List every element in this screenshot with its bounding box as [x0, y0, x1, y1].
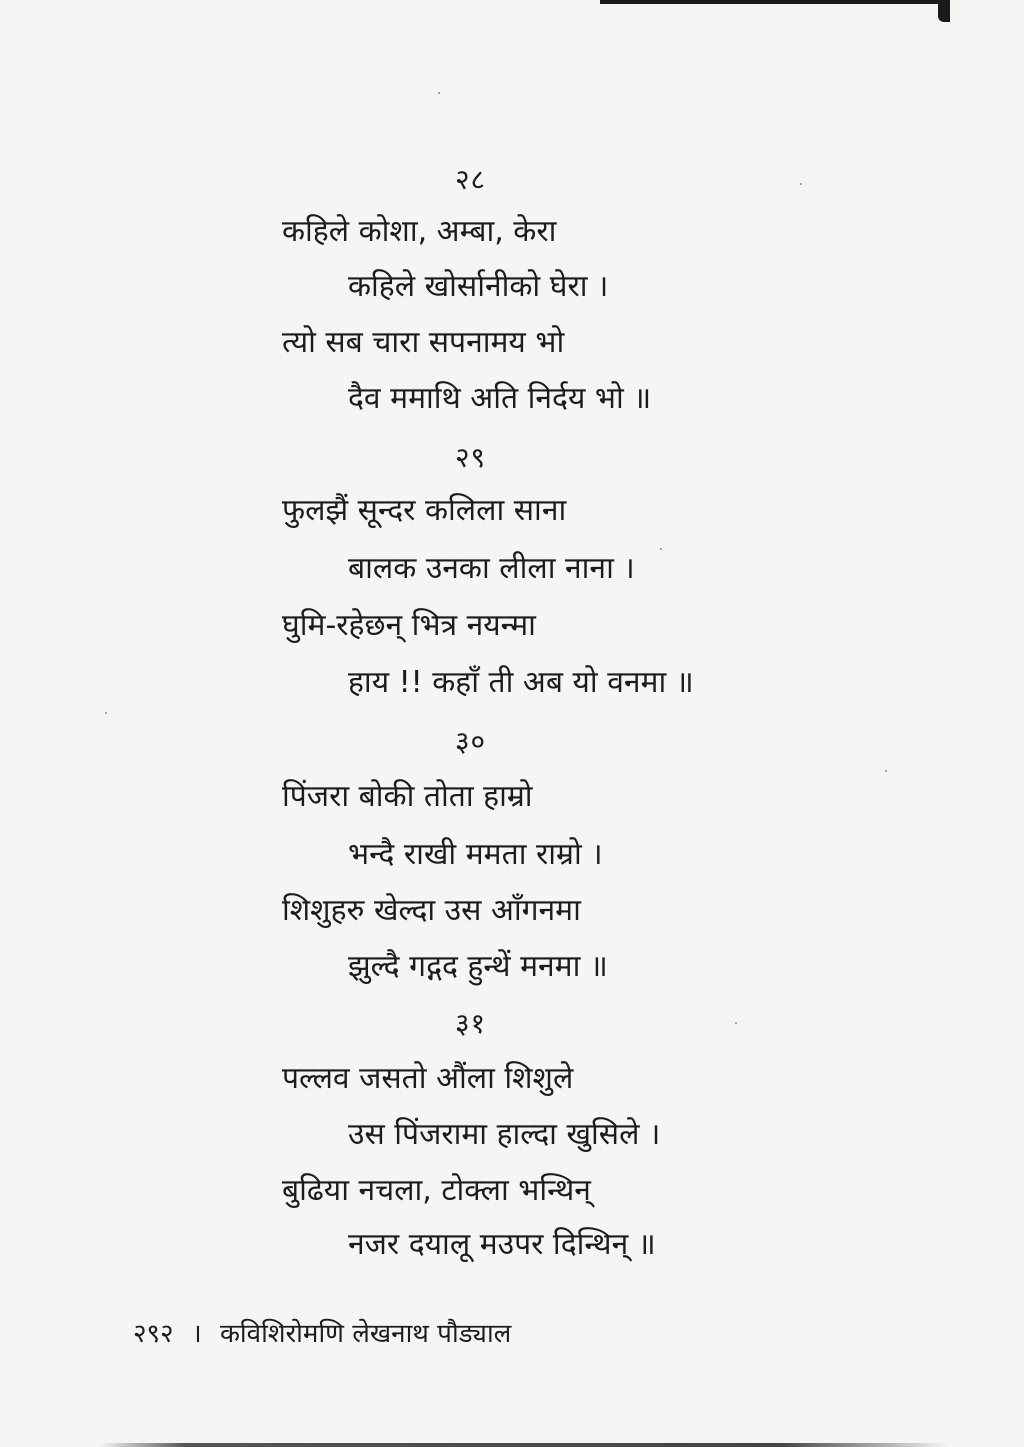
verse-line: त्यो सब चारा सपनामय भो [282, 325, 565, 360]
verse-line: कहिले कोशा, अम्बा, केरा [282, 214, 557, 249]
verse-line: भन्दै राखी ममता राम्रो । [348, 837, 603, 872]
paper-speck [438, 92, 440, 94]
verse-line: शिशुहरु खेल्दा उस आँगनमा [282, 893, 581, 928]
verse-line: फुलझैं सून्दर कलिला साना [282, 493, 567, 528]
verse-number: २९ [455, 441, 487, 474]
verse-line: पिंजरा बोकी तोता हाम्रो [282, 779, 533, 814]
verse-number: ३१ [455, 1007, 487, 1040]
verse-line: पल्लव जसतो औंला शिशुले [282, 1061, 574, 1096]
footer-separator: । [191, 1319, 202, 1349]
paper-speck [885, 770, 887, 772]
book-title: कविशिरोमणि लेखनाथ पौड्याल [219, 1319, 512, 1349]
verse-line: उस पिंजरामा हाल्दा खुसिले । [348, 1117, 661, 1152]
verse-number: २८ [455, 163, 487, 196]
verse-line: बालक उनका लीला नाना । [348, 551, 635, 586]
paper-speck [735, 1022, 737, 1024]
verse-line: दैव ममाथि अति निर्दय भो ॥ [348, 381, 652, 416]
verse-number: ३० [455, 725, 487, 758]
verse-line: हाय !! कहाँ ती अब यो वनमा ॥ [348, 665, 694, 700]
verse-line: कहिले खोर्सानीको घेरा । [348, 269, 609, 304]
paper-speck [800, 183, 802, 185]
page-bottom-edge [100, 1443, 950, 1447]
page-number: २९२ [133, 1319, 174, 1349]
paper-speck [105, 712, 107, 714]
page-footer [133, 1314, 511, 1350]
verse-line: घुमि-रहेछन् भित्र नयन्मा [282, 608, 536, 643]
verse-line: झुल्दै गद्गद हुन्थें मनमा ॥ [348, 949, 608, 984]
verse-line: बुढिया नचला, टोक्ला भन्थिन् [282, 1173, 591, 1208]
paper-speck [660, 548, 662, 550]
verse-line: नजर दयालू मउपर दिन्थिन् ॥ [348, 1227, 656, 1262]
